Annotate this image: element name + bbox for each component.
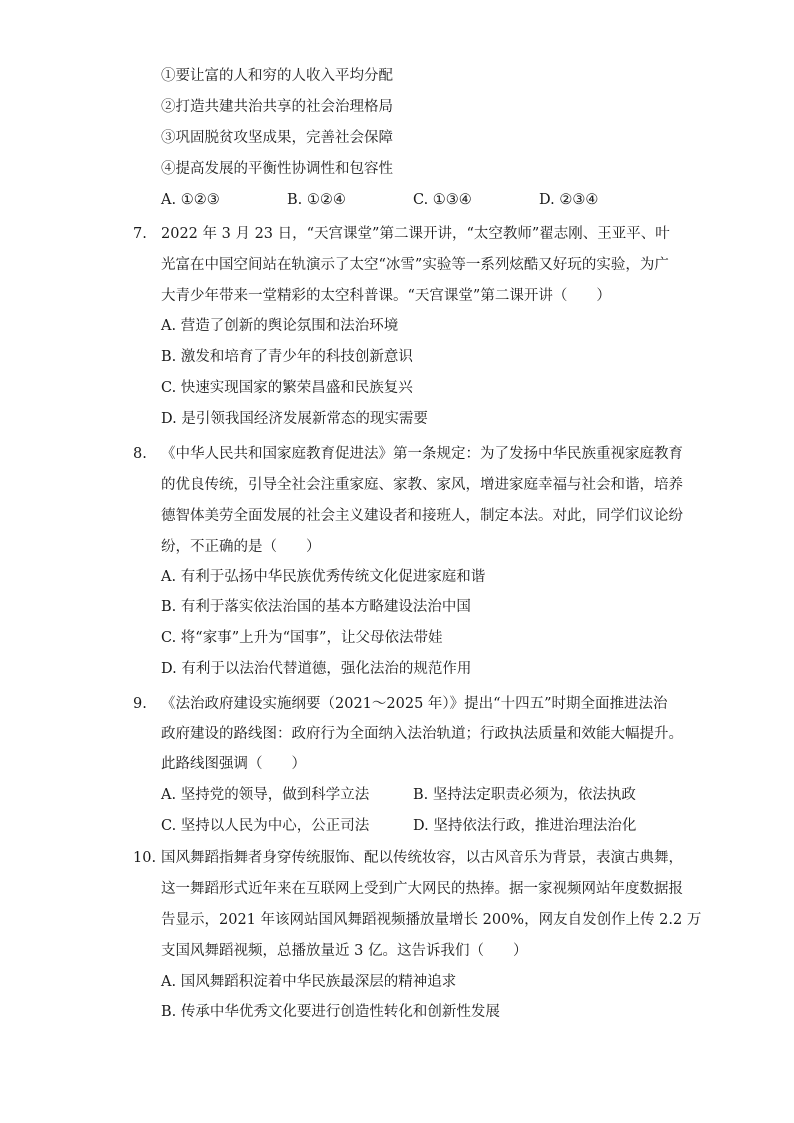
q10-number: 10. xyxy=(133,850,157,866)
q9-choice-b: B. 坚持法定职责必须为，依法执政 xyxy=(413,787,636,803)
q8-choice-b: B. 有利于落实依法治国的基本方略建设法治中国 xyxy=(161,599,471,615)
q8-number: 8. xyxy=(133,446,147,462)
q8-choice-c: C. 将“家事”上升为“国事”，让父母依法带娃 xyxy=(161,630,443,646)
q7-number: 7. xyxy=(133,226,147,242)
q10-choice-b: B. 传承中华优秀文化要进行创造性转化和创新性发展 xyxy=(161,1004,500,1020)
q6-item-1: ①要让富的人和穷的人收入平均分配 xyxy=(161,68,393,84)
q9-stem-line-2: 政府建设的路线图：政府行为全面纳入法治轨道；行政执法质量和效能大幅提升。 xyxy=(161,726,683,742)
q6-item-3: ③巩固脱贫攻坚成果，完善社会保障 xyxy=(161,130,393,146)
q9-stem-line-3: 此路线图强调（ ） xyxy=(161,756,306,772)
q6-choice-b: B. ①②④ xyxy=(287,192,346,208)
q9-stem-line-1: 《法治政府建设实施纲要（2021～2025 年）》提出“十四五”时期全面推进法治 xyxy=(161,696,668,712)
q7-stem-line-3: 大青少年带来一堂精彩的太空科普课。“天宫课堂”第二课开讲（ ） xyxy=(161,288,611,304)
q10-stem-line-3: 告显示，2021 年该网站国风舞蹈视频播放量增长 200%，网友自发创作上传 2.2 万 xyxy=(161,912,702,928)
q9-choice-a: A. 坚持党的领导，做到科学立法 xyxy=(161,787,370,803)
q7-choice-b: B. 激发和培育了青少年的科技创新意识 xyxy=(161,349,413,365)
q8-stem-line-4: 纷，不正确的是（ ） xyxy=(161,539,321,555)
q7-choice-d: D. 是引领我国经济发展新常态的现实需要 xyxy=(161,411,428,427)
q8-choice-d: D. 有利于以法治代替道德，强化法治的规范作用 xyxy=(161,661,472,677)
q6-choice-a: A. ①②③ xyxy=(161,192,220,208)
q9-choice-d: D. 坚持依法行政，推进治理法治化 xyxy=(413,818,637,834)
q8-stem-line-3: 德智体美劳全面发展的社会主义建设者和接班人，制定本法。对此，同学们议论纷 xyxy=(161,508,683,524)
q10-stem-line-2: 这一舞蹈形式近年来在互联网上受到广大网民的热捧。据一家视频网站年度数据报 xyxy=(161,881,683,897)
q6-item-2: ②打造共建共治共享的社会治理格局 xyxy=(161,99,393,115)
q7-choice-c: C. 快速实现国家的繁荣昌盛和民族复兴 xyxy=(161,380,413,396)
q9-choice-c: C. 坚持以人民为中心，公正司法 xyxy=(161,818,370,834)
q7-stem-line-2: 光富在中国空间站在轨演示了太空“冰雪”实验等一系列炫酷又好玩的实验，为广 xyxy=(161,257,669,273)
q10-stem-line-4: 支国风舞蹈视频，总播放量近 3 亿。这告诉我们（ ） xyxy=(161,943,528,959)
q6-item-4: ④提高发展的平衡性协调性和包容性 xyxy=(161,161,393,177)
q8-stem-line-1: 《中华人民共和国家庭教育促进法》第一条规定：为了发扬中华民族重视家庭教育 xyxy=(161,446,683,462)
q6-choice-c: C. ①③④ xyxy=(413,192,472,208)
q10-stem-line-1: 国风舞蹈指舞者身穿传统服饰、配以传统妆容，以古风音乐为背景，表演古典舞， xyxy=(161,850,683,866)
q7-stem-line-1: 2022 年 3 月 23 日，“天宫课堂”第二课开讲，“太空教师”翟志刚、王亚平、叶 xyxy=(161,226,670,242)
q6-choice-d: D. ②③④ xyxy=(539,192,599,208)
q7-choice-a: A. 营造了创新的舆论氛围和法治环境 xyxy=(161,318,399,334)
q10-choice-a: A. 国风舞蹈积淀着中华民族最深层的精神追求 xyxy=(161,974,457,990)
q8-choice-a: A. 有利于弘扬中华民族优秀传统文化促进家庭和谐 xyxy=(161,569,486,585)
q9-number: 9. xyxy=(133,696,147,712)
q8-stem-line-2: 的优良传统，引导全社会注重家庭、家教、家风，增进家庭幸福与社会和谐，培养 xyxy=(161,477,683,493)
